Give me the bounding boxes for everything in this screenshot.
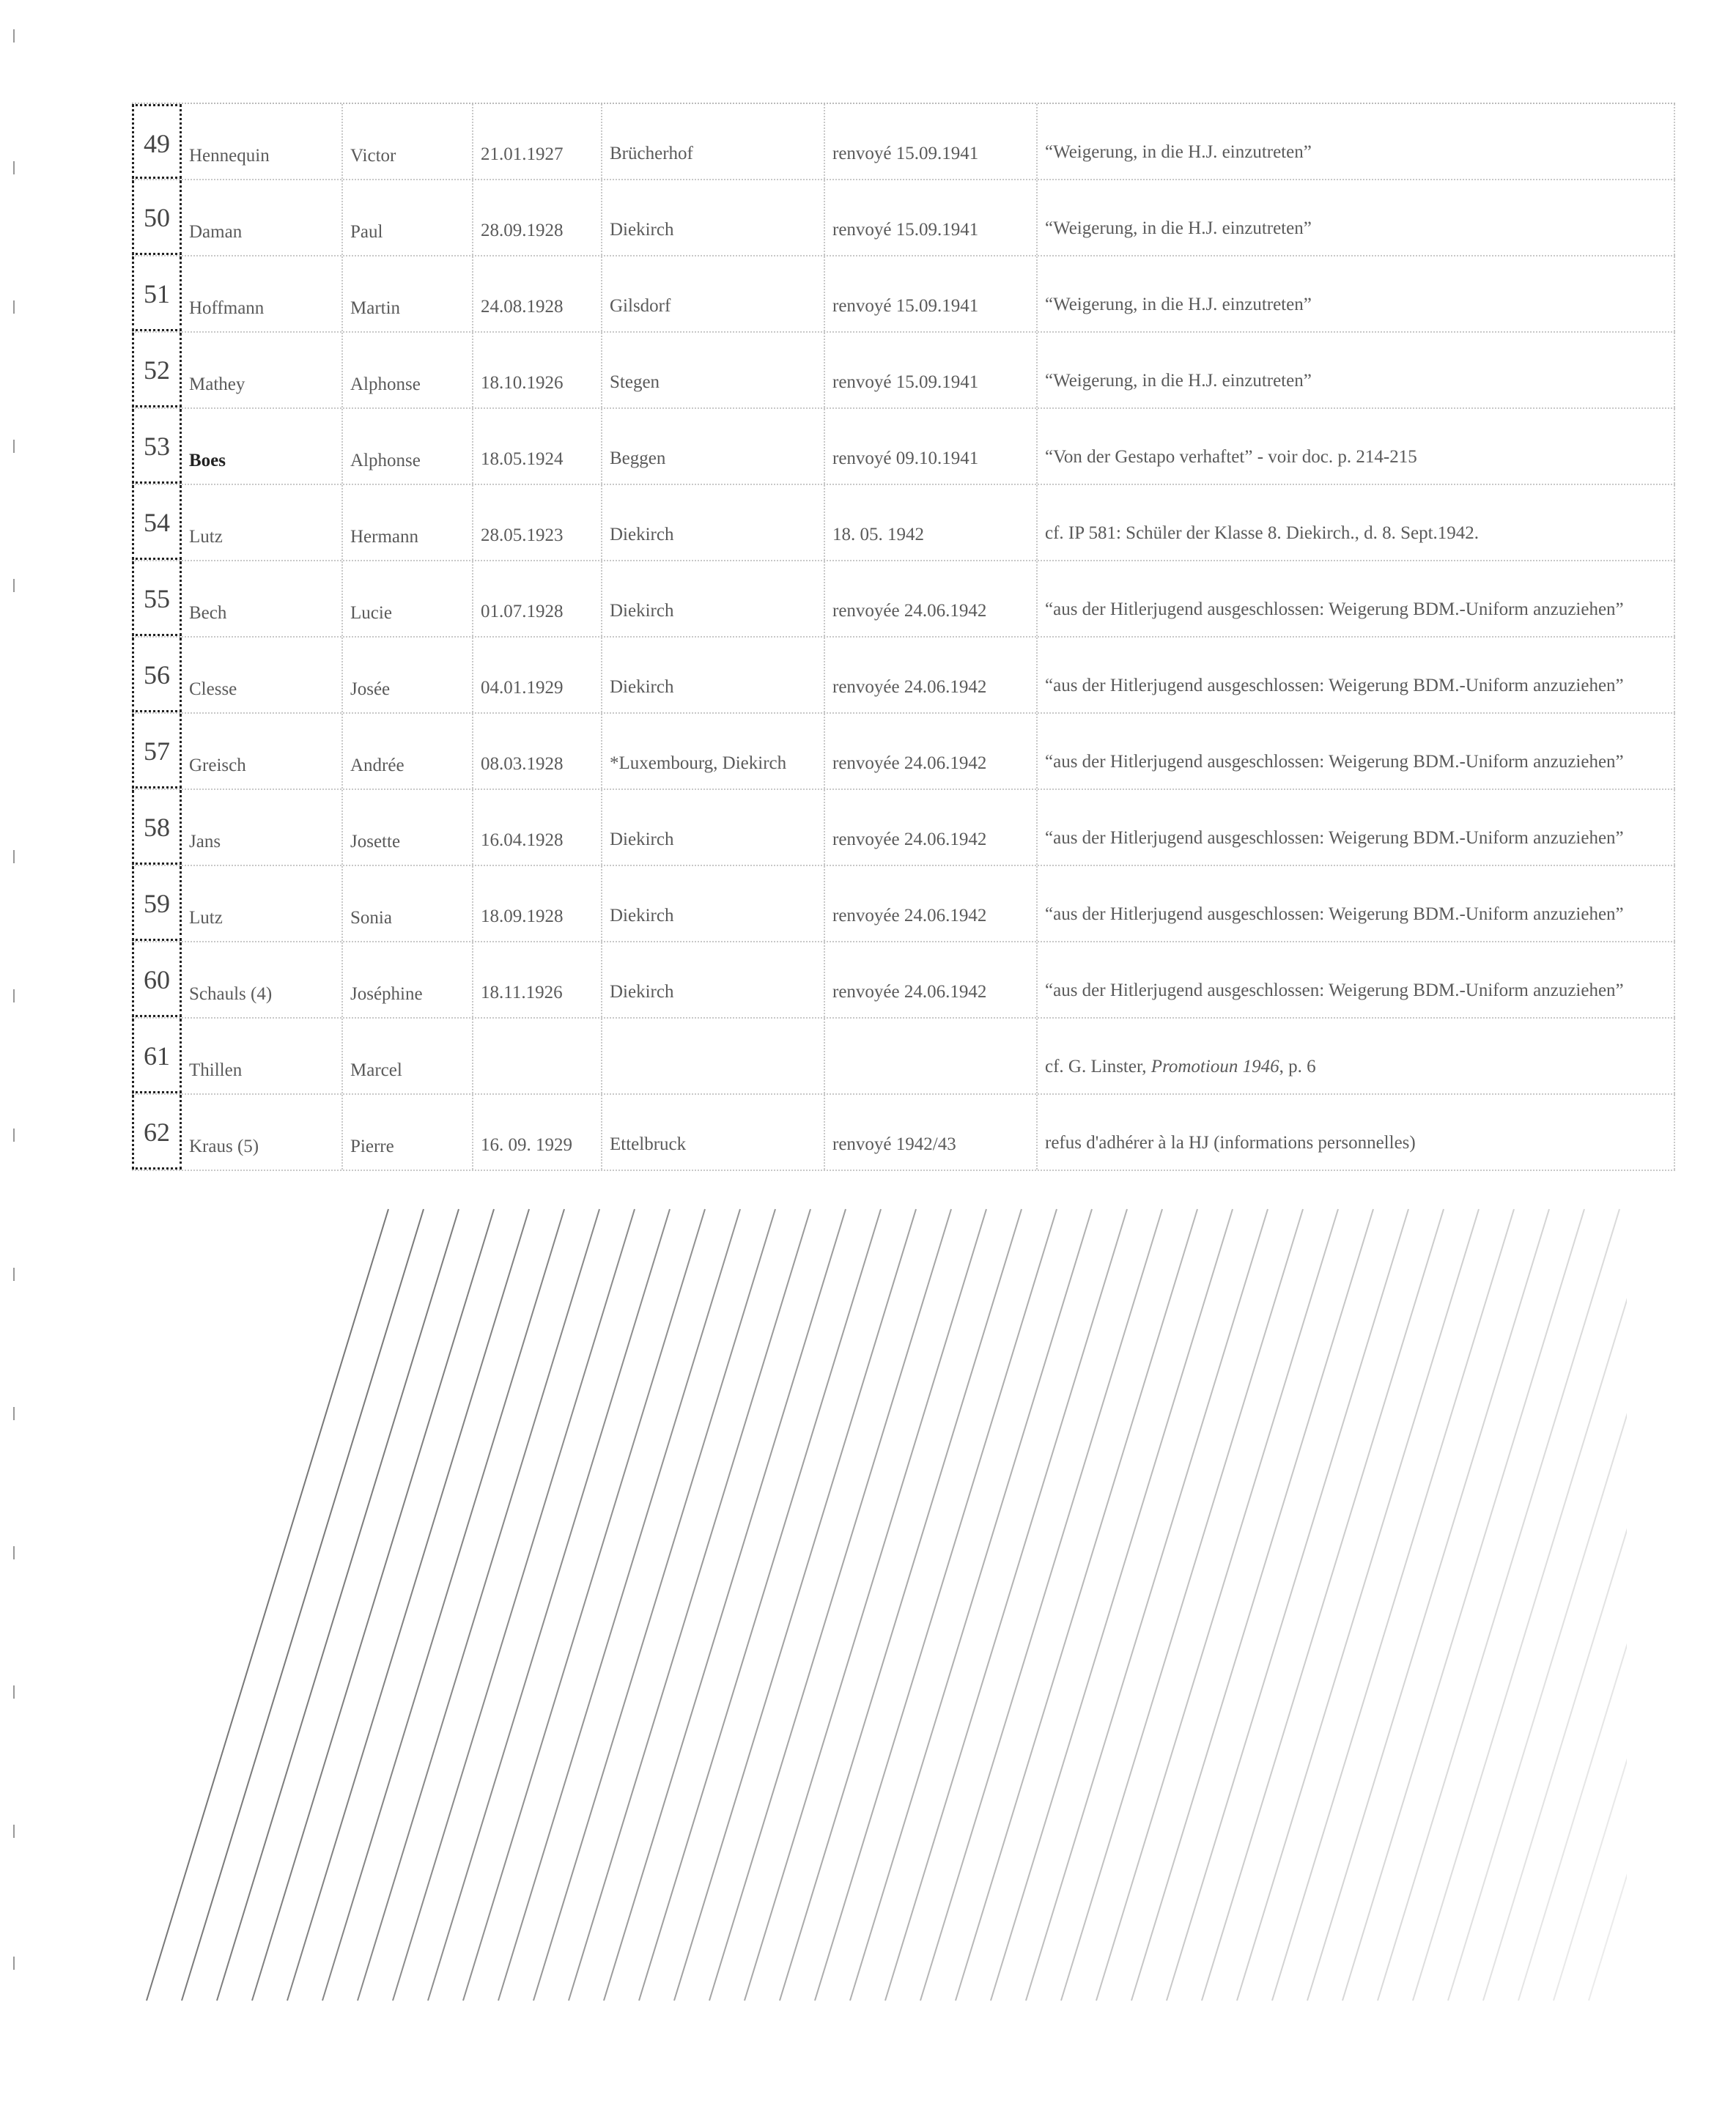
last-name: Thillen <box>182 1019 343 1093</box>
hatch-line <box>1342 1209 1584 2001</box>
remark <box>1038 409 1675 484</box>
hatch-line <box>1026 1209 1268 2001</box>
last-name: Mathey <box>182 333 343 407</box>
margin-tick <box>13 1825 15 1838</box>
birth-place: Gilsdorf <box>602 256 825 331</box>
first-name: Sonia <box>343 866 473 941</box>
margin-tick <box>13 1268 15 1281</box>
remark-main: “Weigerung, in die H.J. einzutreten” <box>1045 371 1312 391</box>
remark-text <box>1045 594 1666 626</box>
hatch-line <box>1518 1209 1627 2001</box>
table-row <box>132 561 1675 638</box>
margin-tick <box>13 1129 15 1142</box>
hatch-line <box>217 1209 459 2001</box>
birth-date: 16.04.1928 <box>473 790 602 865</box>
margin-tick <box>13 1957 15 1970</box>
birth-place: Diekirch <box>602 942 825 1017</box>
hatch-line <box>674 1209 916 2001</box>
hatch-line <box>1307 1209 1549 2001</box>
remark-main: “aus der Hitlerjugend ausgeschlossen: Weigerung BDM.-Uniform anzuziehen” <box>1045 599 1624 619</box>
margin-tick <box>13 1685 15 1699</box>
birth-place: Beggen <box>602 409 825 484</box>
row-number: 60 <box>132 942 182 1017</box>
last-name: Kraus (5) <box>182 1095 343 1170</box>
remark <box>1038 942 1675 1017</box>
hatch-line <box>1378 1209 1619 2001</box>
last-name: Hennequin <box>182 104 343 179</box>
hatch-line <box>498 1209 740 2001</box>
hatch-line <box>1272 1209 1514 2001</box>
birth-place: *Luxembourg, Diekirch <box>602 714 825 788</box>
hatch-line <box>1589 1209 1627 2001</box>
status: 18. 05. 1942 <box>825 485 1038 560</box>
remark-main: cf. IP 581: Schüler der Klasse 8. Diekirch., d. 8. Sept.1942. <box>1045 523 1480 543</box>
hatch-line <box>920 1209 1162 2001</box>
row-number: 52 <box>132 333 182 407</box>
remark <box>1038 1095 1675 1170</box>
birth-date: 18.11.1926 <box>473 942 602 1017</box>
status: renvoyée 24.06.1942 <box>825 790 1038 865</box>
birth-place: Diekirch <box>602 638 825 712</box>
margin-tick <box>13 440 15 453</box>
remark <box>1038 333 1675 407</box>
row-number: 56 <box>132 638 182 712</box>
hatch-line <box>1061 1209 1303 2001</box>
status: renvoyée 24.06.1942 <box>825 942 1038 1017</box>
table-row <box>132 942 1675 1019</box>
last-name: Lutz <box>182 485 343 560</box>
first-name: Alphonse <box>343 333 473 407</box>
remark-text <box>1045 1051 1666 1083</box>
row-number: 62 <box>132 1095 182 1170</box>
last-name: Schauls (4) <box>182 942 343 1017</box>
margin-tick <box>13 989 15 1002</box>
last-name: Clesse <box>182 638 343 712</box>
first-name: Paul <box>343 180 473 255</box>
status: renvoyée 24.06.1942 <box>825 638 1038 712</box>
remark <box>1038 256 1675 331</box>
hatch-line <box>1237 1209 1479 2001</box>
status: renvoyée 24.06.1942 <box>825 714 1038 788</box>
remark-main: “Von der Gestapo verhaftet” - voir doc. p. 214-215 <box>1045 447 1417 467</box>
student-table <box>132 103 1675 1171</box>
status: renvoyée 24.06.1942 <box>825 561 1038 636</box>
first-name: Joséphine <box>343 942 473 1017</box>
birth-place: Diekirch <box>602 485 825 560</box>
first-name: Victor <box>343 104 473 179</box>
remark-text <box>1045 898 1666 931</box>
last-name: Boes <box>182 409 343 484</box>
margin-tick <box>13 1407 15 1420</box>
remark-main: “Weigerung, in die H.J. einzutreten” <box>1045 142 1312 162</box>
birth-place: Diekirch <box>602 790 825 865</box>
hatch-line <box>1096 1209 1338 2001</box>
remark-text <box>1045 213 1666 245</box>
remark-text <box>1045 289 1666 321</box>
birth-place: Diekirch <box>602 561 825 636</box>
row-number: 58 <box>132 790 182 865</box>
hatch-line <box>569 1209 810 2001</box>
hatch-line <box>991 1209 1233 2001</box>
remark <box>1038 790 1675 865</box>
status: renvoyé 1942/43 <box>825 1095 1038 1170</box>
row-number: 51 <box>132 256 182 331</box>
remark-main: “aus der Hitlerjugend ausgeschlossen: Weigerung BDM.-Uniform anzuziehen” <box>1045 752 1624 772</box>
birth-date <box>473 1019 602 1093</box>
remark <box>1038 180 1675 255</box>
hatch-line <box>850 1209 1092 2001</box>
hatch-line <box>182 1209 424 2001</box>
first-name: Josée <box>343 638 473 712</box>
remark-main: refus d'adhérer à la HJ (informations personnelles) <box>1045 1133 1416 1153</box>
table-row <box>132 180 1675 256</box>
status: renvoyé 09.10.1941 <box>825 409 1038 484</box>
remark-text <box>1045 975 1666 1007</box>
hatch-line <box>885 1209 1127 2001</box>
birth-date: 18.10.1926 <box>473 333 602 407</box>
margin-marks <box>7 29 22 2081</box>
hatch-line <box>252 1209 494 2001</box>
remark-main: “aus der Hitlerjugend ausgeschlossen: Weigerung BDM.-Uniform anzuziehen” <box>1045 980 1624 1000</box>
table-row <box>132 1019 1675 1095</box>
remark-main: “aus der Hitlerjugend ausgeschlossen: Weigerung BDM.-Uniform anzuziehen” <box>1045 904 1624 924</box>
status: renvoyée 24.06.1942 <box>825 866 1038 941</box>
table-row <box>132 866 1675 942</box>
hatch-line <box>147 1209 388 2001</box>
hatch-line <box>780 1209 1022 2001</box>
first-name: Josette <box>343 790 473 865</box>
table-row <box>132 485 1675 561</box>
hatch-line <box>815 1209 1057 2001</box>
birth-place: Diekirch <box>602 180 825 255</box>
first-name: Pierre <box>343 1095 473 1170</box>
hatch-line <box>393 1209 635 2001</box>
hatch-line <box>287 1209 529 2001</box>
last-name: Greisch <box>182 714 343 788</box>
birth-place <box>602 1019 825 1093</box>
table-row <box>132 256 1675 333</box>
status: renvoyé 15.09.1941 <box>825 180 1038 255</box>
remark <box>1038 1019 1675 1093</box>
remark-main: cf. G. Linster, <box>1045 1057 1151 1076</box>
hatch-line <box>1131 1209 1373 2001</box>
remark-text <box>1045 441 1666 473</box>
row-number: 59 <box>132 866 182 941</box>
first-name: Lucie <box>343 561 473 636</box>
first-name: Hermann <box>343 485 473 560</box>
birth-place: Ettelbruck <box>602 1095 825 1170</box>
row-number: 50 <box>132 180 182 255</box>
hatch-line <box>1448 1209 1627 2001</box>
hatch-line <box>463 1209 705 2001</box>
hatch-line <box>322 1209 564 2001</box>
birth-place: Diekirch <box>602 866 825 941</box>
last-name: Jans <box>182 790 343 865</box>
birth-date: 28.09.1928 <box>473 180 602 255</box>
birth-date: 18.09.1928 <box>473 866 602 941</box>
remark <box>1038 104 1675 179</box>
first-name: Marcel <box>343 1019 473 1093</box>
birth-place: Stegen <box>602 333 825 407</box>
table-row <box>132 714 1675 790</box>
birth-date: 08.03.1928 <box>473 714 602 788</box>
status: renvoyé 15.09.1941 <box>825 256 1038 331</box>
status: renvoyé 15.09.1941 <box>825 333 1038 407</box>
hatch-line <box>956 1209 1197 2001</box>
birth-date: 18.05.1924 <box>473 409 602 484</box>
first-name: Andrée <box>343 714 473 788</box>
remark-text <box>1045 746 1666 778</box>
birth-place: Brücherhof <box>602 104 825 179</box>
margin-tick <box>13 850 15 863</box>
margin-tick <box>13 1546 15 1559</box>
first-name: Martin <box>343 256 473 331</box>
margin-tick <box>13 29 15 43</box>
row-number: 61 <box>132 1019 182 1093</box>
last-name: Lutz <box>182 866 343 941</box>
table-row <box>132 1095 1675 1171</box>
remark <box>1038 714 1675 788</box>
row-number: 54 <box>132 485 182 560</box>
hatch-line <box>639 1209 881 2001</box>
table-row <box>132 409 1675 485</box>
last-name: Bech <box>182 561 343 636</box>
remark-main: “Weigerung, in die H.J. einzutreten” <box>1045 295 1312 314</box>
hatch-line <box>1202 1209 1444 2001</box>
row-number: 55 <box>132 561 182 636</box>
birth-date: 24.08.1928 <box>473 256 602 331</box>
birth-date: 04.01.1929 <box>473 638 602 712</box>
remark-text <box>1045 822 1666 854</box>
hatch-line <box>1554 1209 1627 2001</box>
margin-tick <box>13 161 15 174</box>
remark-main: “Weigerung, in die H.J. einzutreten” <box>1045 218 1312 238</box>
remark-text <box>1045 365 1666 397</box>
table-row <box>132 104 1675 180</box>
remark-main: “aus der Hitlerjugend ausgeschlossen: Weigerung BDM.-Uniform anzuziehen” <box>1045 828 1624 848</box>
birth-date: 28.05.1923 <box>473 485 602 560</box>
hatch-line <box>709 1209 951 2001</box>
row-number: 49 <box>132 104 182 179</box>
status: renvoyé 15.09.1941 <box>825 104 1038 179</box>
birth-date: 16. 09. 1929 <box>473 1095 602 1170</box>
margin-tick <box>13 579 15 592</box>
remark <box>1038 561 1675 636</box>
remark-text <box>1045 517 1666 550</box>
remark-title: Promotioun 1946 <box>1150 1057 1279 1076</box>
table-row <box>132 638 1675 714</box>
last-name: Hoffmann <box>182 256 343 331</box>
row-number: 53 <box>132 409 182 484</box>
status <box>825 1019 1038 1093</box>
remark-main: “aus der Hitlerjugend ausgeschlossen: Weigerung BDM.-Uniform anzuziehen” <box>1045 676 1624 695</box>
table-row <box>132 790 1675 866</box>
hatch-line <box>428 1209 670 2001</box>
row-number: 57 <box>132 714 182 788</box>
remark-suffix: , p. 6 <box>1279 1057 1316 1076</box>
remark <box>1038 866 1675 941</box>
remark <box>1038 485 1675 560</box>
hatch-line <box>533 1209 775 2001</box>
remark-text <box>1045 1127 1666 1159</box>
table-row <box>132 333 1675 409</box>
hatched-area <box>132 1202 1627 2008</box>
first-name: Alphonse <box>343 409 473 484</box>
last-name: Daman <box>182 180 343 255</box>
birth-date: 21.01.1927 <box>473 104 602 179</box>
hatch-line <box>358 1209 599 2001</box>
birth-date: 01.07.1928 <box>473 561 602 636</box>
margin-tick <box>13 300 15 314</box>
remark <box>1038 638 1675 712</box>
hatch-line <box>745 1209 986 2001</box>
remark-text <box>1045 136 1666 169</box>
hatch-line <box>1167 1209 1408 2001</box>
remark-text <box>1045 670 1666 702</box>
hatch-line <box>604 1209 846 2001</box>
